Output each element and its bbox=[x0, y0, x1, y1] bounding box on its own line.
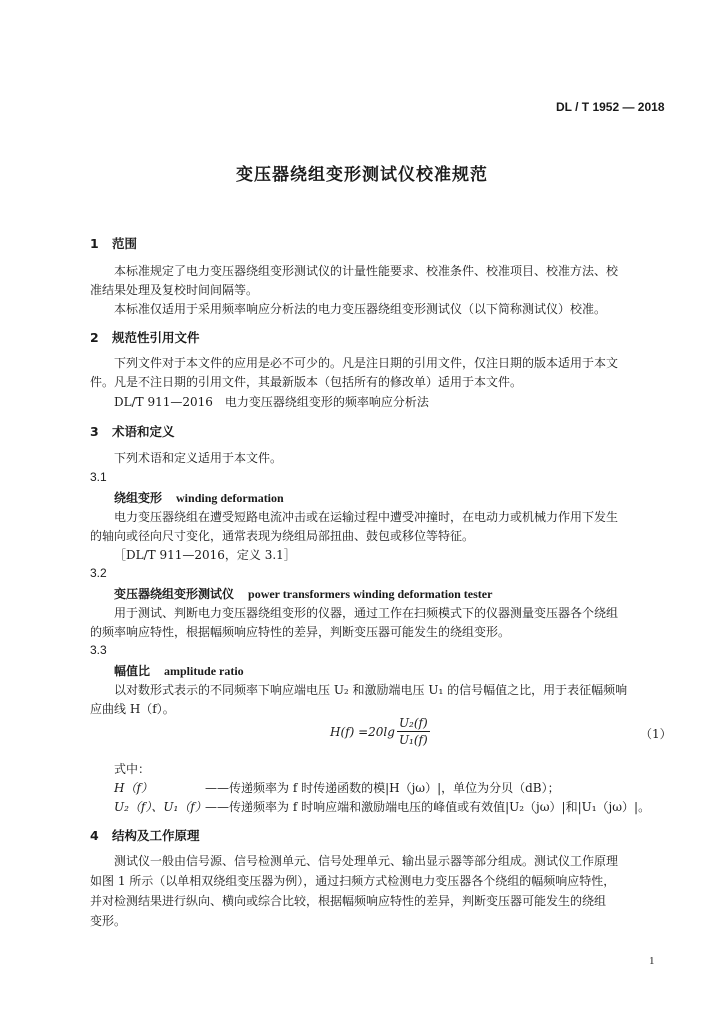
paragraph-line: 变形。 bbox=[90, 914, 127, 928]
term-zh: 幅值比 bbox=[114, 664, 151, 678]
section-2-heading bbox=[90, 328, 200, 346]
paragraph-line: 本标准规定了电力变压器绕组变形测试仪的计量性能要求、校准条件、校准项目、校准方法、校 bbox=[114, 264, 619, 278]
term-heading bbox=[114, 585, 492, 602]
term-heading bbox=[114, 662, 244, 679]
equation-numerator: U₂(f) bbox=[398, 716, 428, 730]
section-title: 术语和定义 bbox=[112, 424, 175, 439]
paragraph-line: 准结果处理及复校时间间隔等。 bbox=[90, 283, 259, 297]
paragraph-line: 如图 1 所示（以单相双绕组变压器为例），通过扫频方式检测电力变压器各个绕组的幅频响应特性， bbox=[90, 874, 616, 888]
variable-symbol: H（f） bbox=[114, 781, 153, 795]
paragraph-line: 件。凡是不注日期的引用文件，其最新版本（包括所有的修改单）适用于本文件。 bbox=[90, 375, 523, 389]
term-en: power transformers winding deformation tester bbox=[248, 587, 493, 601]
equation-fraction bbox=[397, 716, 430, 747]
paragraph-line: 下列文件对于本文件的应用是必不可少的。凡是注日期的引用文件，仅注日期的版本适用于本文 bbox=[114, 356, 619, 370]
document-title: 变压器绕组变形测试仪校准规范 bbox=[236, 165, 488, 185]
term-heading bbox=[114, 489, 284, 506]
section-title: 范围 bbox=[112, 236, 138, 251]
paragraph-line: 本标准仅适用于采用频率响应分析法的电力变压器绕组变形测试仪（以下简称测试仪）校准。 bbox=[114, 302, 607, 316]
standard-code: DL / T 1952 — 2018 bbox=[556, 100, 665, 114]
variable-description: ——传递频率为 f 时传递函数的模|H（jω）|，单位为分贝（dB）； bbox=[205, 781, 560, 795]
section-number: 2 bbox=[90, 330, 99, 345]
term-en: amplitude ratio bbox=[164, 664, 244, 678]
term-zh: 变压器绕组变形测试仪 bbox=[114, 587, 235, 601]
definition-line: 的轴向或径向尺寸变化，通常表现为绕组局部扭曲、鼓包或移位等特征。 bbox=[90, 529, 475, 543]
definition-line: 用于测试、判断电力变压器绕组变形的仪器，通过工作在扫频模式下的仪器测量变压器各个绕组 bbox=[114, 606, 619, 620]
paragraph-line: 下列术语和定义适用于本文件。 bbox=[114, 451, 283, 465]
section-title: 规范性引用文件 bbox=[112, 330, 200, 345]
term-en: winding deformation bbox=[176, 491, 284, 505]
normative-reference: DL/T 911—2016 电力变压器绕组变形的频率响应分析法 bbox=[114, 395, 429, 409]
paragraph-line: 并对检测结果进行纵向、横向或综合比较，根据幅频响应特性的差异，判断变压器可能发生的绕组 bbox=[90, 894, 607, 908]
definition-line: 电力变压器绕组在遭受短路电流冲击或在运输过程中遭受冲撞时，在电动力或机械力作用下发生 bbox=[114, 510, 619, 524]
section-number: 4 bbox=[90, 828, 99, 843]
term-zh: 绕组变形 bbox=[114, 491, 163, 505]
equation-number: （1） bbox=[640, 727, 672, 741]
section-4-heading bbox=[90, 826, 200, 844]
definition-source: ［DL/T 911—2016，定义 3.1］ bbox=[114, 548, 296, 562]
equation-lhs: H(f) =20lg bbox=[330, 724, 395, 739]
term-number: 3.3 bbox=[90, 643, 107, 657]
section-number: 3 bbox=[90, 424, 99, 439]
where-label: 式中： bbox=[114, 762, 151, 776]
equation-1 bbox=[330, 716, 430, 747]
section-1-heading bbox=[90, 234, 137, 252]
variable-symbol: U₂（f）、U₁（f） bbox=[114, 800, 207, 814]
definition-line: 应曲线 H（f）。 bbox=[90, 702, 175, 716]
term-number: 3.1 bbox=[90, 470, 107, 484]
section-number: 1 bbox=[90, 236, 99, 251]
section-3-heading bbox=[90, 422, 175, 440]
definition-line: 的频率响应特性，根据幅频响应特性的差异，判断变压器可能发生的绕组变形。 bbox=[90, 625, 511, 639]
section-title: 结构及工作原理 bbox=[112, 828, 200, 843]
equation-denominator: U₁(f) bbox=[398, 733, 428, 747]
term-number: 3.2 bbox=[90, 566, 107, 580]
paragraph-line: 测试仪一般由信号源、信号检测单元、信号处理单元、输出显示器等部分组成。测试仪工作原理 bbox=[114, 854, 619, 868]
definition-line: 以对数形式表示的不同频率下响应端电压 U₂ 和激励端电压 U₁ 的信号幅值之比，用于表征幅频响 bbox=[114, 683, 628, 697]
variable-description: ——传递频率为 f 时响应端和激励端电压的峰值或有效值|U₂（jω）|和|U₁（jω）|。 bbox=[205, 800, 651, 814]
page-number: 1 bbox=[649, 955, 655, 967]
